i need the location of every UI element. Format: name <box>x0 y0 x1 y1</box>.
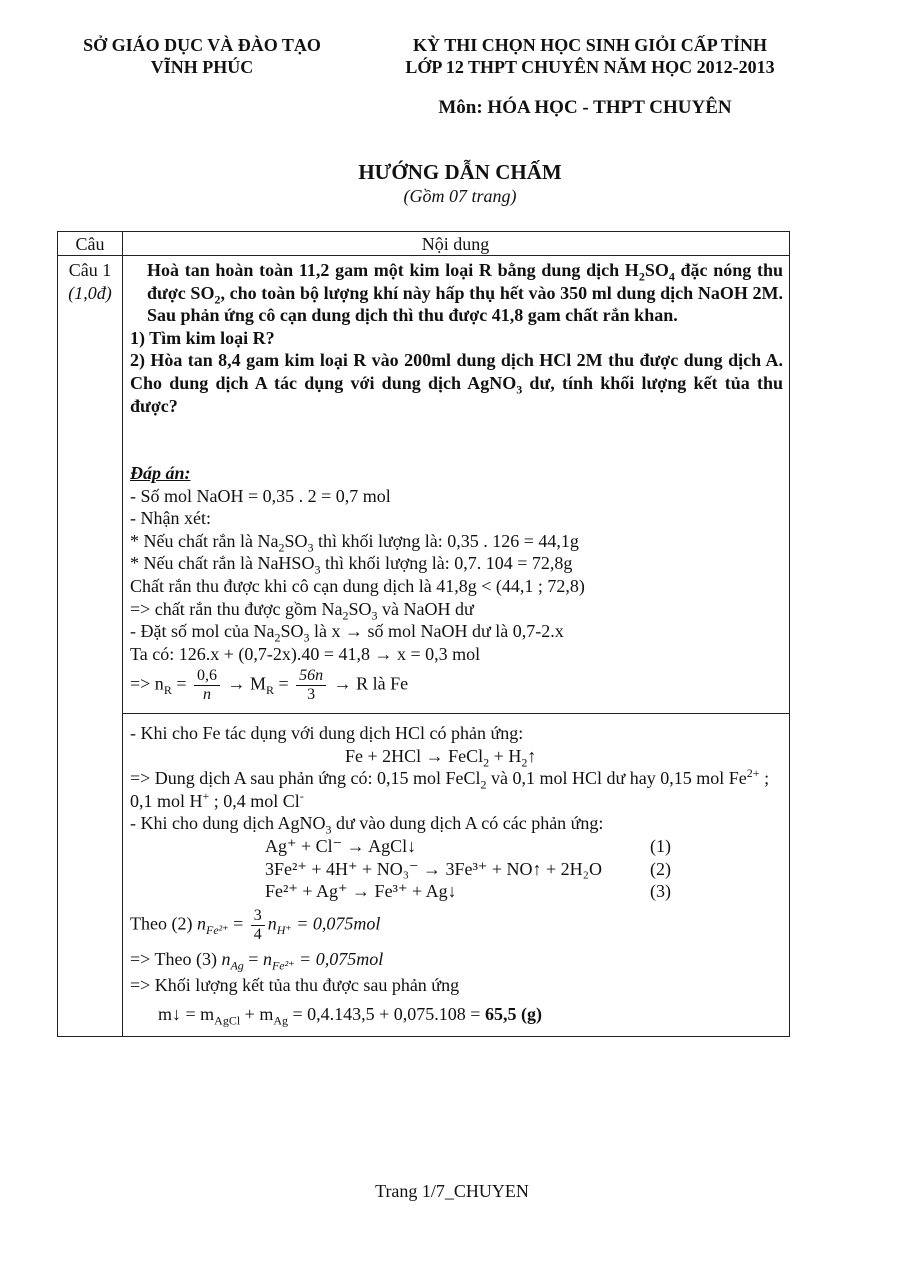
page-subtitle: (Gồm 07 trang) <box>403 186 517 206</box>
question-paragraph: Hoà tan hoàn toàn 11,2 gam một kim loại R bằng dung dịch $H_2SO_4$ đặc nóng thu được $SO_2$, cho toàn bộ lượng khí này hấp thụ hết vào 350 ml dung dịch NaOH 2M. Sau phản ứng cô cạn dung dịch thì thu được 41,8 gam chất rắn khan. <box>147 260 784 326</box>
fraction: $\frac{56n}{3}$ <box>296 667 326 704</box>
page-title: HƯỚNG DẪN CHẤM <box>358 160 562 184</box>
reaction-2: 3Fe²⁺ + 4H⁺ + NO₃⁻ → 3Fe³⁺ + NO↑ + 2H₂O (2) <box>265 858 671 879</box>
answer-line: Chất rắn thu được khi cô cạn dung dịch là 41,8g < (44,1 ; 72,8) <box>130 575 585 596</box>
exam-year: LỚP 12 THPT CHUYÊN NĂM HỌC 2012-2013 <box>405 57 775 77</box>
answer-line: - Nhận xét: <box>130 508 211 529</box>
question-points: (1,0đ) <box>68 283 112 303</box>
page-footer: Trang 1/7_CHUYEN <box>375 1181 529 1201</box>
answer-part-2 <box>130 722 783 1026</box>
answer-line: * Nếu chất rắn là NaHSO$_3$ thì khối lượng là: 0,7. 104 = 72,8g <box>130 553 573 577</box>
reaction-1: Ag⁺ + Cl⁻ → AgCl↓ (1) <box>265 835 671 856</box>
exam-name: KỲ THI CHỌN HỌC SINH GIỎI CẤP TỈNH <box>413 35 767 55</box>
answer-section <box>130 462 783 704</box>
answer-line: - Đặt số mol của $Na_2SO_3$ là x → số mol NaOH dư là 0,7-2.x <box>130 621 564 645</box>
question-text <box>130 259 783 417</box>
column-header-question: Câu <box>75 234 105 254</box>
department-header <box>62 34 342 78</box>
fraction: $\frac{0,6}{n}$ <box>194 667 220 704</box>
province-name: VĨNH PHÚC <box>150 57 254 77</box>
answer-formula-line: => Theo (3) $n_{Ag} = n_{Fe^{2+}} = 0,075mol$ <box>130 948 384 973</box>
column-header-content: Nội dung <box>421 234 490 254</box>
question-part-2: 2) Hòa tan 8,4 gam kim loại R vào 200ml dung dịch HCl 2M thu được dung dịch A. Cho dung dịch A tác dụng với dung dịch AgNO$_3$ dư, tính khối lượng kết tủa thu được? <box>130 350 783 416</box>
answer-line: * Nếu chất rắn là $Na_2SO_3$ thì khối lượng là: 0,35 . 126 = 44,1g <box>130 530 579 555</box>
answer-line: => Dung dịch A sau phản ứng có: 0,15 mol FeCl$_2$ và 0,1 mol HCl dư hay 0,15 mol $Fe^{2+}$ ; 0,1 mol H+ ; 0,4 mol Cl- <box>130 766 770 811</box>
reaction-3: Fe²⁺ + Ag⁺ → Fe³⁺ + Ag↓ (3) <box>265 881 671 902</box>
answer-line: Ta có: 126.x + (0,7-2x).40 = 41,8 → x = 0,3 mol <box>130 643 481 664</box>
answer-line: - Số mol NaOH = 0,35 . 2 = 0,7 mol <box>130 485 391 506</box>
reaction-equation: Fe + 2HCl → FeCl$_2$ + $H_2↑$ <box>345 745 537 770</box>
answer-line: - Khi cho dung dịch AgNO$_3$ dư vào dung dịch A có các phản ứng: <box>130 813 604 837</box>
answer-table <box>57 231 790 1037</box>
department-name: SỞ GIÁO DỤC VÀ ĐÀO TẠO <box>83 35 321 55</box>
answer-title: Đáp án: <box>130 463 191 483</box>
answer-line: => Khối lượng kết tủa thu được sau phản ứng <box>130 975 460 996</box>
exam-header <box>380 34 800 78</box>
final-result: m↓ = $m_{AgCl} + m_{Ag} = 0,4.143,5 + 0,075.108 = 65,5$ (g) <box>158 1003 542 1028</box>
question-number: Câu 1 <box>68 260 112 280</box>
answer-formula-line: Theo (2) $n_{Fe^{2+}}$ = $\frac{3}{4}$ $n_{H^+} = 0,075mol$ <box>130 906 381 943</box>
subject-title: Môn: HÓA HỌC - THPT CHUYÊN <box>438 97 732 118</box>
fraction: $\frac{3}{4}$ <box>251 907 265 944</box>
question-part-1: 1) Tìm kim loại R? <box>130 327 275 348</box>
answer-formula-line: => $n_R$ = $\frac{0,6}{n}$ → $M_R$ = $\frac{56n}{3}$ → R là Fe <box>130 667 409 704</box>
answer-line: - Khi cho Fe tác dụng với dung dịch HCl có phản ứng: <box>130 723 524 743</box>
answer-line: => chất rắn thu được gồm $Na_2SO_3$ và NaOH dư <box>130 598 474 623</box>
question-label <box>58 259 122 305</box>
